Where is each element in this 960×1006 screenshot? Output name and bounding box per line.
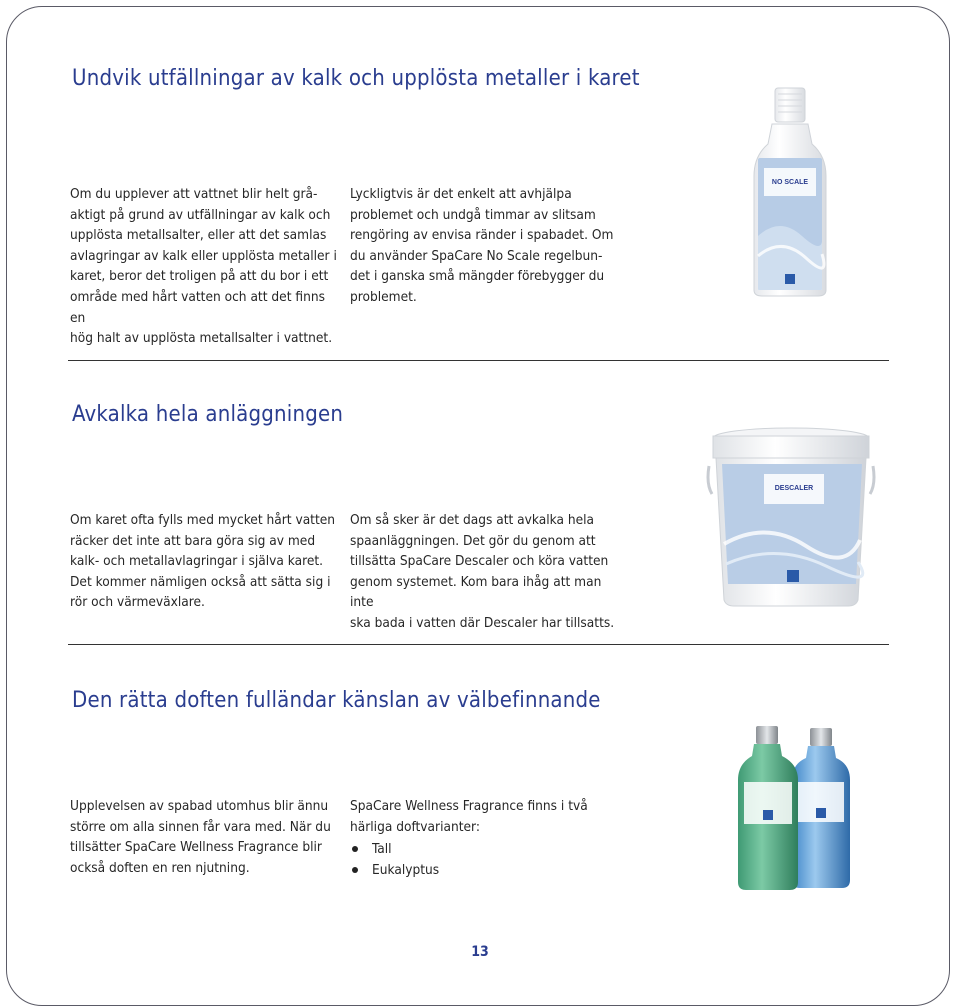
heading-fragrance: Den rätta doften fulländar känslan av välbefinnande [72,688,601,713]
paragraph-descaler: Om så sker är det dags att avkalka hela spaanläggningen. Det gör du genom att tillsätta SpaCare Descaler och köra vatten genom systemet. Kom bara ihåg att man inte ska bada i vatten där Descaler har tillsatts. [350,512,615,631]
page-number: 13 [471,944,489,960]
no-scale-label: NO SCALE [771,179,809,186]
paragraph-no-scale: Lyckligtvis är det enkelt att avhjälpa problemet och undgå timmar av slitsam rengöring av envisa ränder i spabadet. Om du använder SpaCare No Scale regelbun- det i ganska små mängder förebygger du problemet. [350,186,614,305]
heading-descale: Avkalka hela anläggningen [72,402,344,427]
no-scale-bottle-image [752,86,828,300]
descaler-bucket-image [706,424,876,610]
heading-limescale: Undvik utfällningar av kalk och upplösta metaller i karet [72,66,640,91]
paragraph-fragrance-variants: SpaCare Wellness Fragrance finns i två härliga doftvarianter: [350,798,588,835]
fragrance-bottles-image [736,724,854,892]
list-item: Tall [350,839,620,860]
list-item: Eukalyptus [350,860,620,881]
paragraph-descale-intro: Om karet ofta fylls med mycket hårt vatten räcker det inte att bara göra sig av med kalk- och metallavlagringar i själva karet. Det kommer nämligen också att sätta sig i rör och värmeväxlare. [70,512,336,611]
section-divider-1 [68,360,889,361]
paragraph-limescale-intro: Om du upplever att vattnet blir helt grå- aktigt på grund av utfällningar av kalk och upplösta metallsalter, eller att det samlas avlagringar av kalk eller upplösta metaller i karet, beror det troligen på att du bor i ett område med hårt vatten och att det finns en hög halt av upplösta metallsalter i vattnet. [70,186,337,347]
fragrance-variants-block [350,796,620,880]
fragrance-list [350,839,620,880]
paragraph-fragrance-intro: Upplevelsen av spabad utomhus blir ännu större om alla sinnen får vara med. När du tillsätter SpaCare Wellness Fragrance blir också doften en ren njutning. [70,798,331,876]
descaler-label: DESCALER [774,485,814,492]
section-divider-2 [68,644,889,645]
